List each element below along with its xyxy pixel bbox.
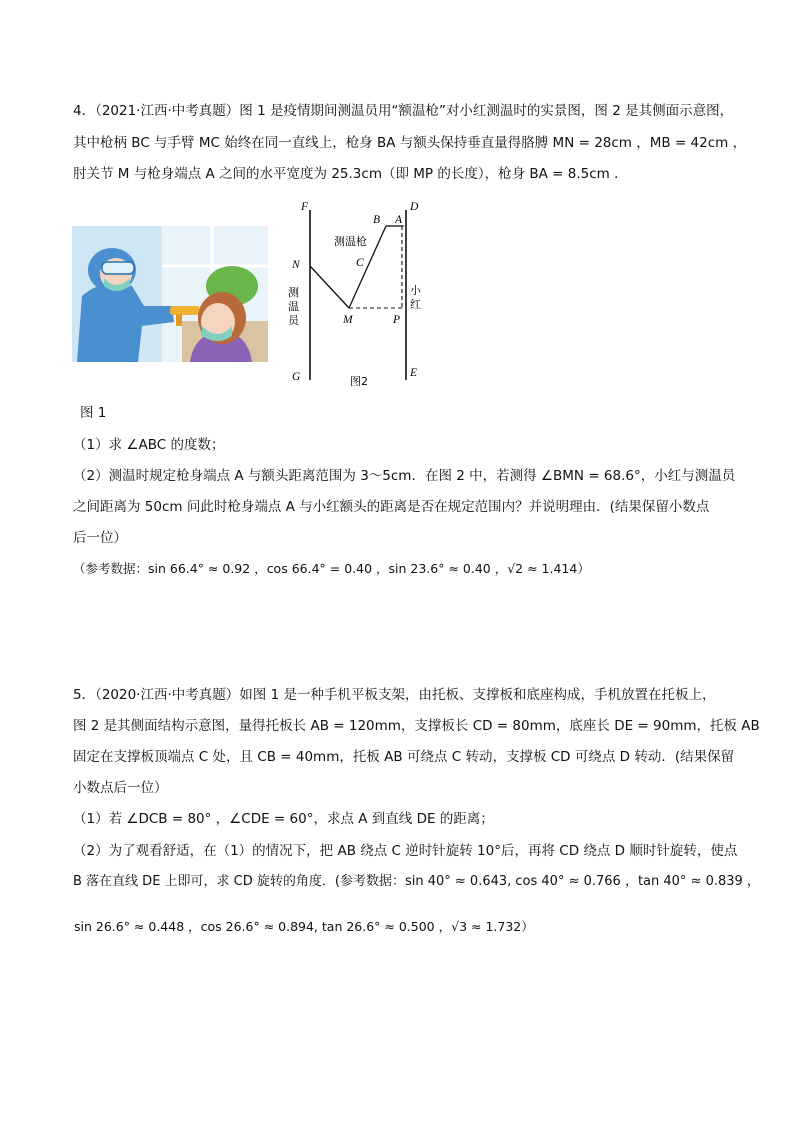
figure-2-caption: 图2: [350, 375, 368, 388]
arm-NM: [310, 266, 349, 308]
q4-line-3: 肘关节 M 与枪身端点 A 之间的水平宽度为 25.3cm（即 MP 的长度），枪身 BA = 8.5cm ．: [73, 166, 628, 182]
q5-line-1: 5．（2020·江西·中考真题）如图 1 是一种手机平板支架，由托板、支撑板和底座构成，手机放置在托板上，: [73, 687, 716, 703]
staff-goggles: [102, 262, 134, 274]
q4-sub2-line-2: 之间距离为 50cm 问此时枪身端点 A 与小红额头的距离是否在规定范围内？并说明理由．(结果保留小数点: [73, 499, 710, 515]
label-xiaohong-2: 红: [410, 298, 421, 311]
label-staff-3: 员: [288, 314, 299, 327]
label-C: C: [356, 257, 364, 269]
label-staff-1: 测: [288, 286, 299, 299]
label-E: E: [410, 367, 418, 379]
q5-line-3: 固定在支撑板顶端点 C 处，且 CB = 40mm，托板 AB 可绕点 C 转动，支撑板 CD 可绕点 D 转动．(结果保留: [73, 749, 735, 765]
q4-sub2-line-1: （2）测温时规定枪身端点 A 与额头距离范围为 3～5cm．在图 2 中，若测得 ∠BMN = 68.6°，小红与测温员: [73, 468, 736, 484]
q5-sub2-line-1: （2）为了观看舒适，在（1）的情况下，把 AB 绕点 C 逆时针旋转 10°后，再将 CD 绕点 D 顺时针旋转，使点: [73, 843, 738, 859]
figure-1-illustration: [72, 226, 268, 362]
q5-reference-data: sin 26.6° ≈ 0.448 ，cos 26.6° ≈ 0.894, tan 26.6° ≈ 0.500 ，√3 ≈ 1.732）: [74, 919, 534, 934]
label-M: M: [343, 314, 353, 326]
q4-sub2-line-3: 后一位）: [73, 530, 127, 546]
gun-handle: [176, 314, 182, 326]
label-xiaohong-1: 小: [410, 284, 421, 297]
label-gun: 测温枪: [334, 235, 367, 248]
q4-reference-data: （参考数据：sin 66.4° ≈ 0.92 ，cos 66.4° = 0.40 ，sin 23.6° ≈ 0.40 ，√2 ≈ 1.414）: [73, 561, 590, 576]
label-F: F: [301, 201, 309, 213]
q4-line-2: 其中枪柄 BC 与手臂 MC 始终在同一直线上，枪身 BA 与额头保持垂直量得胳膊 MN = 28cm ，MB = 42cm ，: [73, 135, 747, 151]
q5-sub1: （1）若 ∠DCB = 80° ，∠CDE = 60°，求点 A 到直线 DE 的距离；: [73, 811, 494, 827]
label-staff-2: 温: [288, 300, 299, 313]
label-D: D: [410, 201, 419, 213]
q4-sub1: （1）求 ∠ABC 的度数；: [73, 437, 225, 453]
figure-1-caption: 图 1: [80, 405, 107, 421]
figure-2-diagram: [282, 196, 432, 388]
label-A: A: [395, 214, 403, 226]
q5-line-4: 小数点后一位）: [73, 780, 168, 796]
q4-line-1: 4．（2021·江西·中考真题）图 1 是疫情期间测温员用“额温枪”对小红测温时的实景图，图 2 是其侧面示意图，: [73, 103, 734, 119]
q5-sub2-line-2: B 落在直线 DE 上即可，求 CD 旋转的角度．(参考数据：sin 40° ≈ 0.643, cos 40° ≈ 0.766 ，tan 40° ≈ 0.839 ，: [73, 874, 760, 889]
label-B: B: [373, 214, 381, 226]
label-G: G: [292, 371, 301, 383]
thermometer-gun: [170, 306, 200, 315]
label-N: N: [292, 259, 300, 271]
q5-line-2: 图 2 是其侧面结构示意图，量得托板长 AB = 120mm，支撑板长 CD = 80mm，底座长 DE = 90mm，托板 AB: [73, 718, 760, 734]
label-P: P: [393, 314, 401, 326]
